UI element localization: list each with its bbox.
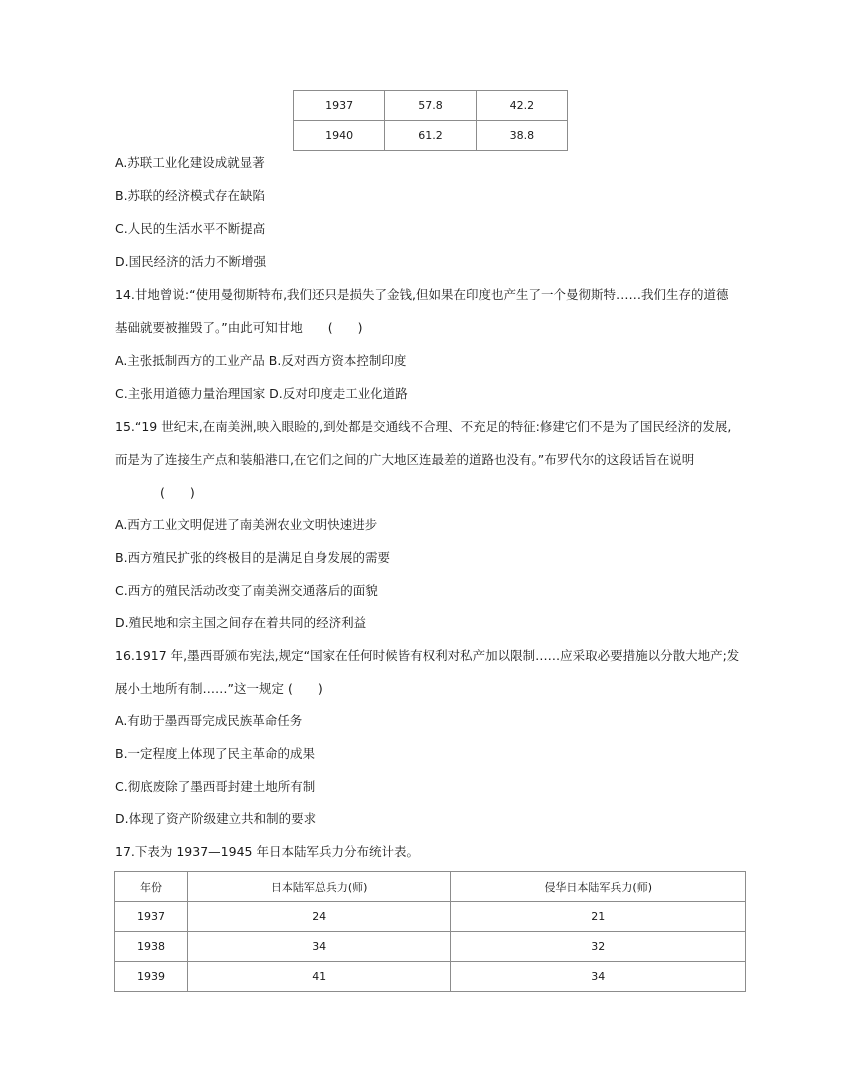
q17-stem: 17.下表为 1937—1945 年日本陆军兵力分布统计表。 <box>115 844 419 859</box>
table-cell: 1937 <box>294 91 385 121</box>
q14-options-line2: C.主张用道德力量治理国家 D.反对印度走工业化道路 <box>115 386 408 401</box>
table-cell: 42.2 <box>476 91 567 121</box>
q14-options-line1: A.主张抵制西方的工业产品 B.反对西方资本控制印度 <box>115 353 407 368</box>
table-header-cell: 侵华日本陆军兵力(师) <box>451 872 746 902</box>
table-cell: 24 <box>187 902 451 932</box>
q15-stem-line2: 而是为了连接生产点和装船港口,在它们之间的广大地区连最差的道路也没有。”布罗代尔的这段话旨在说明 <box>115 452 695 467</box>
table-cell: 1938 <box>115 932 188 962</box>
table-cell: 32 <box>451 932 746 962</box>
table-header-cell: 日本陆军总兵力(师) <box>187 872 451 902</box>
table-cell: 1937 <box>115 902 188 932</box>
table-cell: 57.8 <box>385 91 476 121</box>
table-row <box>115 962 746 992</box>
q15-stem-line3: ( ) <box>160 485 195 500</box>
table-cell: 1940 <box>294 121 385 151</box>
q15-option-a: A.西方工业文明促进了南美洲农业文明快速进步 <box>115 517 378 532</box>
table-row <box>294 91 568 121</box>
table-cell: 61.2 <box>385 121 476 151</box>
table-cell: 34 <box>187 932 451 962</box>
table-header-cell: 年份 <box>115 872 188 902</box>
q13-option-c: C.人民的生活水平不断提高 <box>115 221 266 236</box>
q16-option-a: A.有助于墨西哥完成民族革命任务 <box>115 713 303 728</box>
q16-option-d: D.体现了资产阶级建立共和制的要求 <box>115 811 317 826</box>
table-row <box>115 932 746 962</box>
top-data-table <box>293 90 568 151</box>
table-cell: 21 <box>451 902 746 932</box>
table-cell: 38.8 <box>476 121 567 151</box>
q13-option-d: D.国民经济的活力不断增强 <box>115 254 267 269</box>
table-row <box>115 902 746 932</box>
q14-stem-line1: 14.甘地曾说:“使用曼彻斯特布,我们还只是损失了金钱,但如果在印度也产生了一个曼彻斯特……我们生存的道德 <box>115 287 729 302</box>
q16-option-b: B.一定程度上体现了民主革命的成果 <box>115 746 316 761</box>
q14-stem-line2: 基础就要被摧毁了。”由此可知甘地 ( ) <box>115 320 363 335</box>
q16-stem-line1: 16.1917 年,墨西哥颁布宪法,规定“国家在任何时候皆有权利对私产加以限制……应采取必要措施以分散大地产;发 <box>115 648 740 663</box>
q15-option-c: C.西方的殖民活动改变了南美洲交通落后的面貌 <box>115 583 378 598</box>
table-header-row <box>115 872 746 902</box>
q16-option-c: C.彻底废除了墨西哥封建土地所有制 <box>115 779 316 794</box>
table-cell: 34 <box>451 962 746 992</box>
table-cell: 1939 <box>115 962 188 992</box>
q13-option-b: B.苏联的经济模式存在缺陷 <box>115 188 266 203</box>
army-distribution-table <box>114 871 746 992</box>
q13-option-a: A.苏联工业化建设成就显著 <box>115 155 265 170</box>
q15-option-d: D.殖民地和宗主国之间存在着共同的经济利益 <box>115 615 367 630</box>
table-row <box>294 121 568 151</box>
q15-stem-line1: 15.“19 世纪末,在南美洲,映入眼睑的,到处都是交通线不合理、不充足的特征:修建它们不是为了国民经济的发展, <box>115 419 732 434</box>
q15-option-b: B.西方殖民扩张的终极目的是满足自身发展的需要 <box>115 550 391 565</box>
q16-stem-line2: 展小土地所有制……”这一规定 ( ) <box>115 681 323 696</box>
table-cell: 41 <box>187 962 451 992</box>
